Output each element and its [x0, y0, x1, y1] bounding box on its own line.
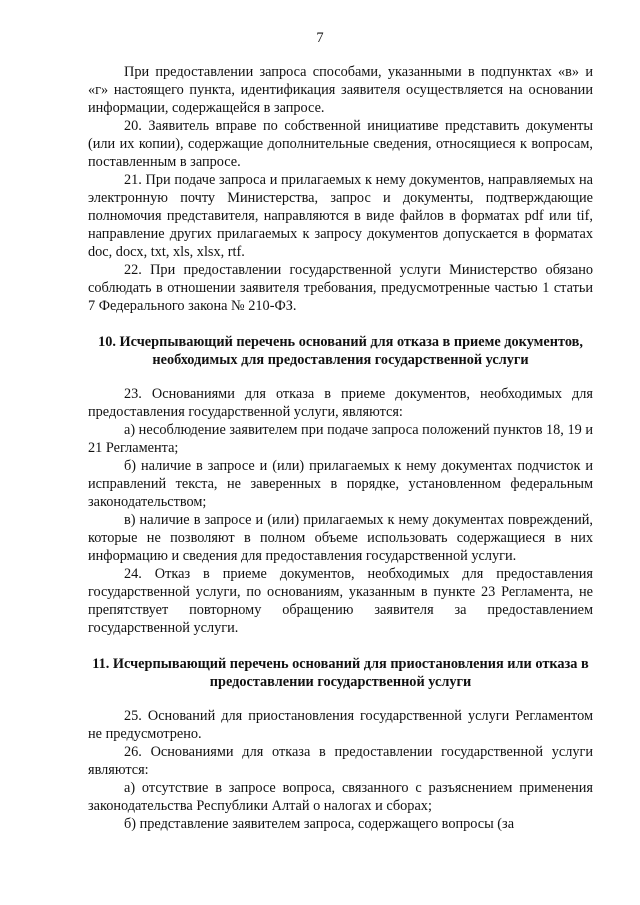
paragraph-23-b: б) наличие в запросе и (или) прилагаемых к нему документах подчисток и исправлений текста, не заверенных в порядке, установленном федеральным законодательством;: [88, 458, 593, 510]
paragraph-20: 20. Заявитель вправе по собственной инициативе представить документы (или их копии), содержащие дополнительные сведения, относящиеся к вопросам, поставленным в запросе.: [88, 118, 593, 170]
section-heading-11: 11. Исчерпывающий перечень оснований для приостановления или отказа в предоставлении государственной услуги: [92, 656, 589, 690]
paragraph-25: 25. Оснований для приостановления государственной услуги Регламентом не предусмотрено.: [88, 708, 593, 742]
paragraph-26-a: а) отсутствие в запросе вопроса, связанного с разъяснением применения законодательства Республики Алтай о налогах и сборах;: [88, 780, 593, 814]
paragraph-23-a: а) несоблюдение заявителем при подаче запроса положений пунктов 18, 19 и 21 Регламента;: [88, 422, 593, 456]
paragraph-22: 22. При предоставлении государственной услуги Министерство обязано соблюдать в отношении заявителя требования, предусмотренные частью 1 статьи 7 Федерального закона № 210-ФЗ.: [88, 262, 593, 314]
paragraph-21: 21. При подаче запроса и прилагаемых к нему документов, направляемых на электронную почту Министерства, запрос и документы, подтверждающие полномочия представителя, направляются в виде файлов в форматах pdf или tif, направление других прилагаемых к запросу документов допускается в форматах doc, docx, txt, xls, xlsx, rtf.: [88, 172, 593, 260]
page-number: 7: [316, 30, 324, 46]
paragraph-23-c: в) наличие в запросе и (или) прилагаемых к нему документах повреждений, которые не позволяют в полном объеме использовать содержащиеся в них информацию и сведения для предоставления государственной услуги.: [88, 512, 593, 564]
paragraph-identification: При предоставлении запроса способами, указанными в подпунктах «в» и «г» настоящего пункта, идентификация заявителя осуществляется на основании информации, содержащейся в запросе.: [88, 64, 593, 116]
document-body: [88, 63, 593, 833]
section-heading-10: 10. Исчерпывающий перечень оснований для отказа в приеме документов, необходимых для предоставления государственной услуги: [98, 334, 583, 368]
paragraph-26: 26. Основаниями для отказа в предоставлении государственной услуги являются:: [88, 744, 593, 778]
paragraph-24: 24. Отказ в приеме документов, необходимых для предоставления государственной услуги, по основаниям, указанным в пункте 23 Регламента, не препятствует повторному обращению заявителя за предоставлением государственной услуги.: [88, 566, 593, 636]
paragraph-26-b: б) представление заявителем запроса, содержащего вопросы (за: [124, 816, 515, 832]
paragraph-23: 23. Основаниями для отказа в приеме документов, необходимых для предоставления государственной услуги, являются:: [88, 386, 593, 420]
